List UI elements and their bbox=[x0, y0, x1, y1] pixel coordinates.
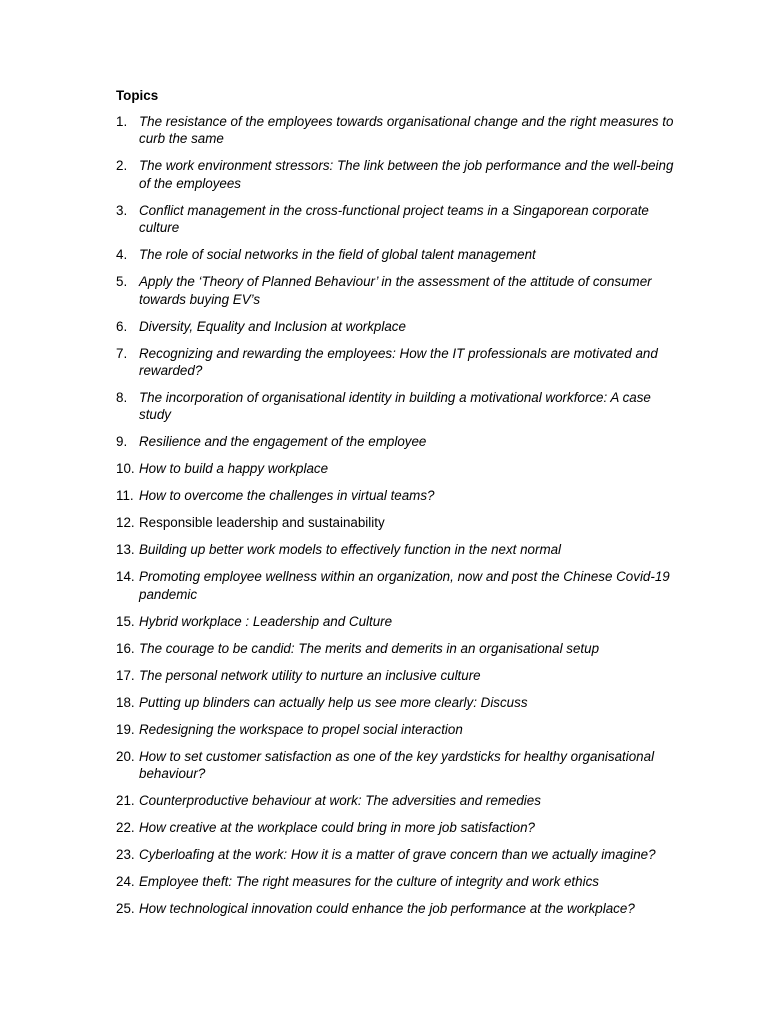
topic-number: 25. bbox=[116, 901, 135, 917]
topic-item-18 bbox=[116, 694, 676, 711]
topic-text: Promoting employee wellness within an organization, now and post the Chinese Covid-19 pandemic bbox=[139, 569, 670, 602]
topic-number: 5. bbox=[116, 274, 128, 290]
topic-number: 12. bbox=[116, 515, 135, 531]
topic-text: Apply the ‘Theory of Planned Behaviour’ in the assessment of the attitude of consumer towards buying EV’s bbox=[139, 274, 652, 307]
topic-number: 8. bbox=[116, 390, 128, 406]
topic-number: 13. bbox=[116, 542, 135, 558]
page-heading: Topics bbox=[116, 88, 159, 103]
topic-text: How to set customer satisfaction as one of the key yardsticks for healthy organisational behaviour? bbox=[139, 748, 655, 782]
topic-item-2 bbox=[116, 157, 676, 192]
topic-text: Cyberloafing at the work: How it is a matter of grave concern than we actually imagine? bbox=[139, 847, 656, 863]
topic-item-9 bbox=[116, 433, 676, 450]
topic-text: The courage to be candid: The merits and demerits in an organisational setup bbox=[139, 640, 600, 656]
topic-number: 24. bbox=[116, 874, 135, 890]
topic-text: Conflict management in the cross-functional project teams in a Singaporean corporate culture bbox=[139, 202, 649, 236]
topic-item-25 bbox=[116, 900, 676, 917]
topic-text: Hybrid workplace : Leadership and Culture bbox=[139, 613, 393, 629]
topic-item-17 bbox=[116, 667, 676, 684]
topic-item-1 bbox=[116, 113, 676, 148]
topic-number: 15. bbox=[116, 613, 135, 629]
topic-number: 19. bbox=[116, 721, 135, 737]
topic-text: Putting up blinders can actually help us see more clearly: Discuss bbox=[139, 694, 528, 710]
topic-number: 22. bbox=[116, 820, 135, 836]
topic-item-7 bbox=[116, 345, 676, 380]
topic-item-20 bbox=[116, 748, 676, 783]
topic-item-23 bbox=[116, 846, 676, 863]
topic-item-15 bbox=[116, 613, 676, 630]
topic-item-19 bbox=[116, 721, 676, 738]
topic-text: How creative at the workplace could bring in more job satisfaction? bbox=[139, 820, 535, 836]
topic-item-16 bbox=[116, 640, 676, 657]
topic-number: 18. bbox=[116, 694, 135, 710]
topic-number: 7. bbox=[116, 345, 128, 361]
topic-number: 17. bbox=[116, 667, 135, 683]
topic-text: The work environment stressors: The link between the job performance and the well-being of the employees bbox=[139, 158, 674, 191]
topic-number: 23. bbox=[116, 847, 135, 863]
topic-number: 20. bbox=[116, 748, 135, 764]
topic-item-14 bbox=[116, 568, 676, 603]
topic-number: 9. bbox=[116, 434, 128, 450]
topic-item-10 bbox=[116, 460, 676, 477]
topic-item-13 bbox=[116, 541, 676, 558]
topic-text: How to overcome the challenges in virtual teams? bbox=[139, 488, 435, 504]
topic-number: 3. bbox=[116, 202, 128, 218]
topic-text: Responsible leadership and sustainability bbox=[139, 515, 385, 531]
topic-text: The incorporation of organisational identity in building a motivational workforce: A case study bbox=[139, 390, 651, 423]
topic-item-5 bbox=[116, 273, 676, 308]
topic-text: The resistance of the employees towards organisational change and the right measures to curb the same bbox=[139, 114, 674, 147]
topic-item-8 bbox=[116, 389, 676, 424]
topic-item-12 bbox=[116, 514, 676, 531]
topic-item-24 bbox=[116, 873, 676, 890]
topic-text: The personal network utility to nurture an inclusive culture bbox=[139, 667, 481, 683]
topic-text: Redesigning the workspace to propel social interaction bbox=[139, 721, 463, 737]
topic-number: 14. bbox=[116, 569, 135, 585]
topic-text: Employee theft: The right measures for the culture of integrity and work ethics bbox=[139, 874, 599, 890]
topic-list bbox=[116, 113, 676, 927]
topic-number: 2. bbox=[116, 158, 128, 174]
topic-text: How technological innovation could enhance the job performance at the workplace? bbox=[139, 901, 635, 917]
topic-number: 10. bbox=[116, 461, 135, 477]
topic-item-21 bbox=[116, 792, 676, 809]
topic-item-3 bbox=[116, 202, 676, 237]
topic-item-11 bbox=[116, 487, 676, 504]
topic-text: Resilience and the engagement of the employee bbox=[139, 434, 427, 450]
topic-text: Building up better work models to effectively function in the next normal bbox=[139, 542, 562, 558]
topic-number: 6. bbox=[116, 318, 128, 334]
topic-text: The role of social networks in the field of global talent management bbox=[139, 247, 536, 263]
topic-number: 4. bbox=[116, 247, 128, 263]
topic-number: 11. bbox=[116, 488, 134, 504]
topic-text: Counterproductive behaviour at work: The adversities and remedies bbox=[139, 793, 541, 809]
topic-text: Diversity, Equality and Inclusion at workplace bbox=[139, 318, 406, 334]
topic-text: Recognizing and rewarding the employees: How the IT professionals are motivated and rewarded? bbox=[139, 345, 658, 379]
topic-number: 21. bbox=[116, 793, 135, 809]
topic-number: 16. bbox=[116, 640, 135, 656]
topic-text: How to build a happy workplace bbox=[139, 461, 329, 477]
topic-item-6 bbox=[116, 318, 676, 335]
topic-item-4 bbox=[116, 246, 676, 263]
topic-number: 1. bbox=[116, 114, 128, 129]
topic-item-22 bbox=[116, 819, 676, 836]
